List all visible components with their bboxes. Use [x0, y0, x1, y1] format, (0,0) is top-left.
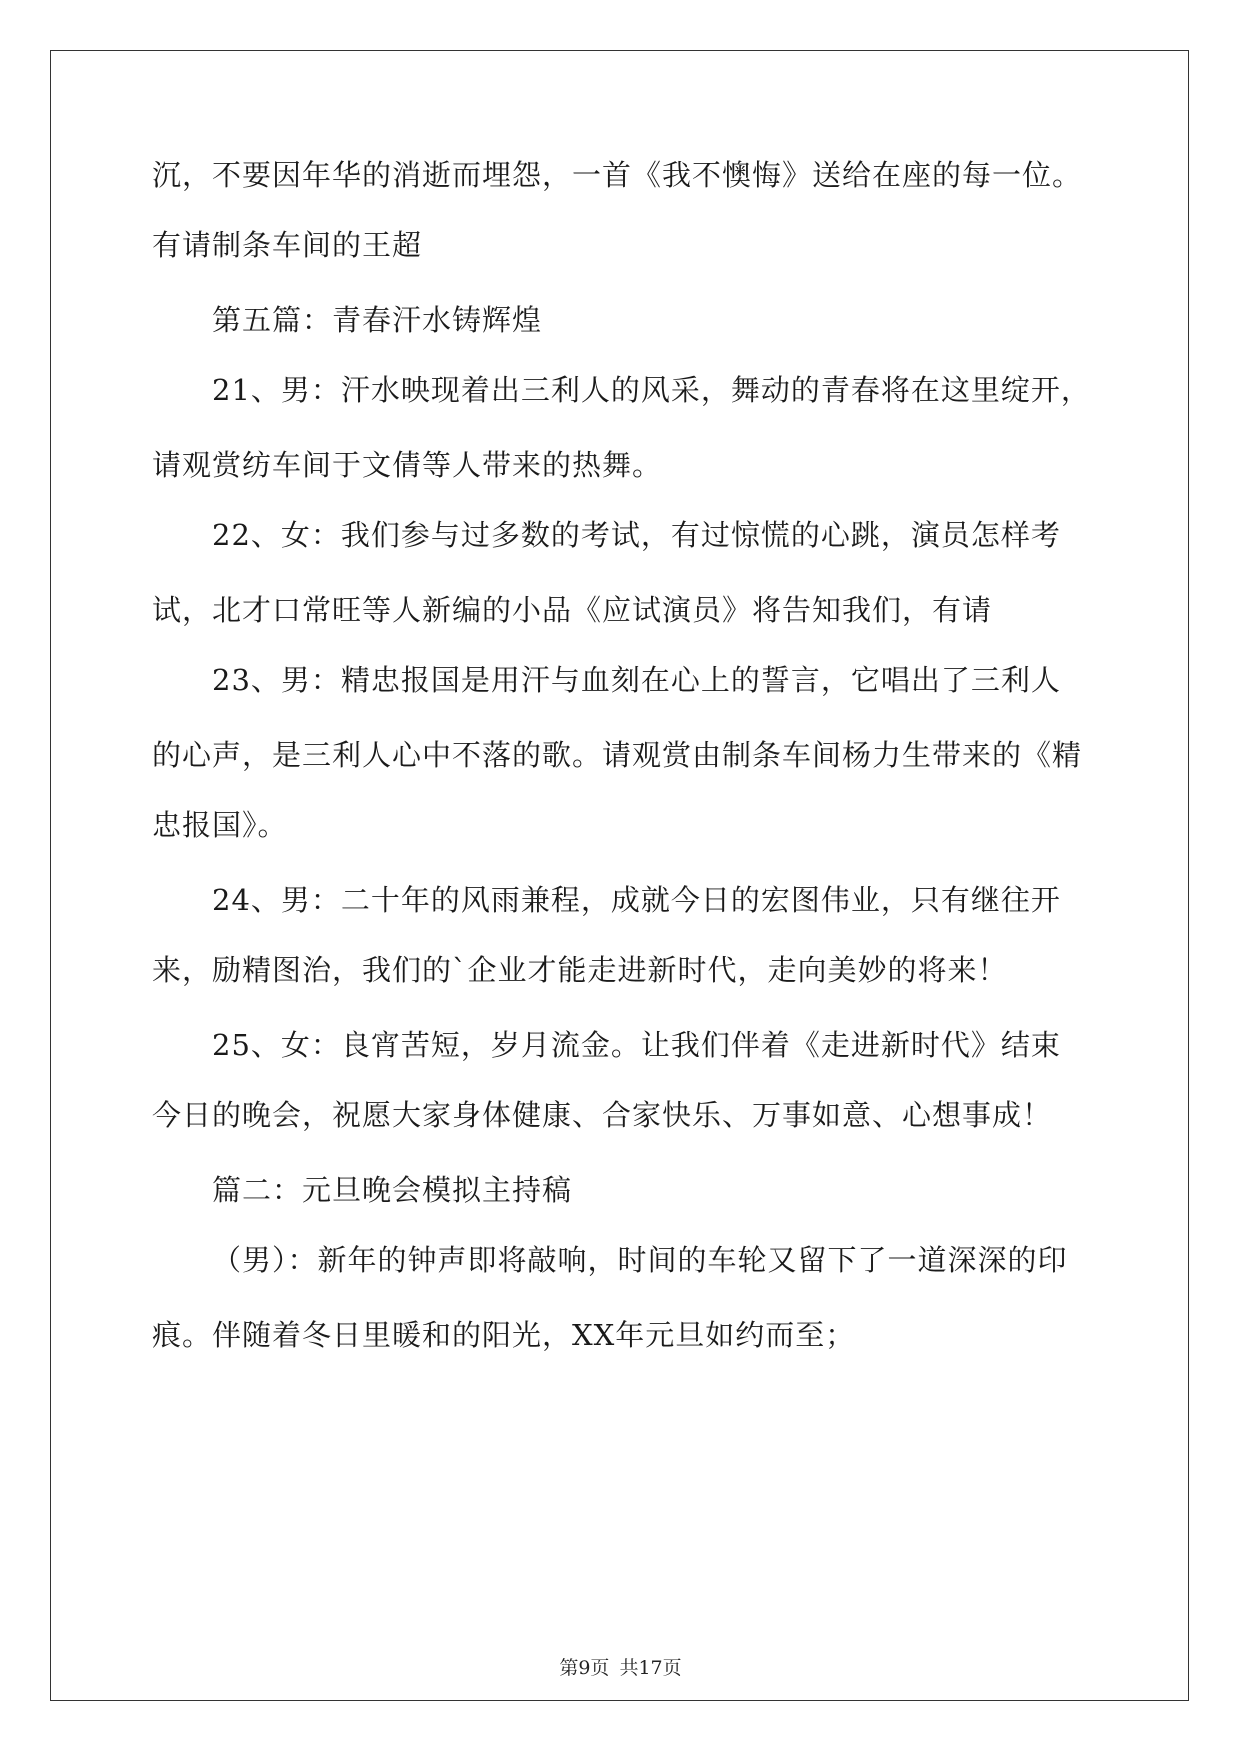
text-line: 痕。伴随着冬日里暖和的阳光，XX年元旦如约而至； [152, 1318, 856, 1352]
page-footer [0, 1656, 1241, 1680]
section-heading: 第五篇：青春汗水铸辉煌 [212, 303, 543, 337]
text-line: 22、女：我们参与过多数的考试，有过惊慌的心跳，演员怎样考 [212, 518, 1061, 552]
text-line: 来，励精图治，我们的`企业才能走进新时代，走向美妙的将来！ [152, 953, 1008, 987]
text-line: 沉，不要因年华的消逝而埋怨，一首《我不懊悔》送给在座的每一位。 [152, 158, 1083, 192]
page-total: 共17页 [619, 1657, 682, 1679]
text-line: 忠报国》。 [152, 808, 288, 842]
text-line: 25、女：良宵苦短，岁月流金。让我们伴着《走进新时代》结束 [212, 1028, 1061, 1062]
page-number: 第9页 [559, 1657, 610, 1679]
text-line: 试，北才口常旺等人新编的小品《应试演员》将告知我们，有请 [152, 593, 993, 627]
text-line: 21、男：汗水映现着出三利人的风采，舞动的青春将在这里绽开， [212, 373, 1091, 407]
text-line: 有请制条车间的王超 [152, 228, 423, 262]
text-line: 请观赏纺车间于文倩等人带来的热舞。 [152, 448, 663, 482]
text-line: 今日的晚会，祝愿大家身体健康、合家快乐、万事如意、心想事成！ [152, 1098, 1053, 1132]
section-heading: 篇二：元旦晚会模拟主持稿 [212, 1173, 573, 1207]
text-line: 的心声，是三利人心中不落的歌。请观赏由制条车间杨力生带来的《精 [152, 738, 1083, 772]
page-border [50, 50, 1189, 1701]
text-line: 24、男：二十年的风雨兼程，成就今日的宏图伟业，只有继往开 [212, 883, 1061, 917]
text-line: （男）：新年的钟声即将敲响，时间的车轮又留下了一道深深的印 [212, 1243, 1068, 1277]
text-line: 23、男：精忠报国是用汗与血刻在心上的誓言，它唱出了三利人 [212, 663, 1061, 697]
